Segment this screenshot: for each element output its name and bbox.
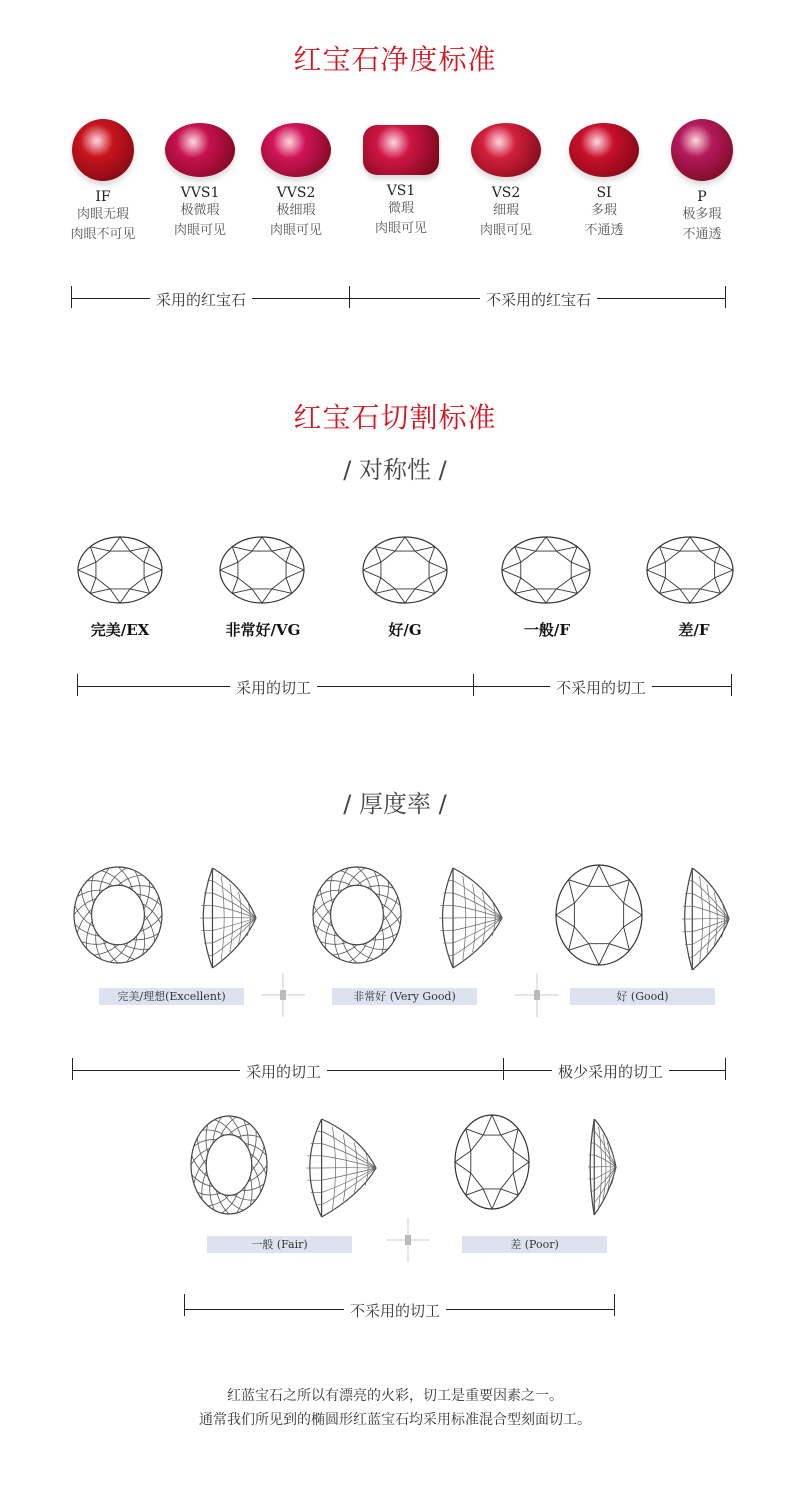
clarity-desc-2: 肉眼可见: [173, 223, 226, 238]
gem-side-view-diagram: [296, 1117, 380, 1219]
bar-tick: [725, 1058, 726, 1080]
oval-top-view-diagram: [189, 1114, 269, 1216]
oval-top-view-diagram: [453, 1113, 531, 1211]
cutting-title: 红宝石切割标准: [293, 401, 497, 434]
clarity-desc-2: 肉眼可见: [374, 221, 427, 236]
clarity-grade: VVS2: [276, 185, 316, 201]
depth-subtitle: / 厚度率 /: [343, 790, 447, 818]
oval-top-view-diagram: [311, 865, 403, 965]
bar-tick: [77, 674, 78, 696]
symmetry-grade-f: 一般/F: [523, 621, 571, 639]
clarity-desc-2: 肉眼不可见: [70, 227, 136, 242]
symmetry-grade-vg: 非常好/VG: [225, 621, 301, 639]
gem-item: [251, 118, 341, 241]
depth-tag-fair: 一般 (Fair): [207, 1236, 352, 1253]
clarity-desc-1: 微瑕: [387, 201, 414, 216]
oval-top-view-diagram: [72, 865, 164, 965]
clarity-not-used-label: 不采用的红宝石: [480, 289, 597, 310]
depth-rarely-used-label: 极少采用的切工: [552, 1061, 669, 1082]
gem-side-view-diagram: [675, 866, 733, 972]
symmetry-grade-ex: 完美/EX: [90, 621, 150, 639]
gem-item: [155, 118, 245, 241]
bar-tick: [725, 286, 726, 308]
gem-side-view-diagram: [584, 1117, 620, 1217]
oval-facet-diagram: [76, 535, 164, 605]
oval-facet-diagram: [500, 535, 592, 605]
bar-tick: [731, 674, 732, 696]
ruby-gem-image: [165, 123, 235, 177]
footer-line-2: 通常我们所见到的椭圆形红蓝宝石均采用标准混合型刻面切工。: [199, 1412, 591, 1428]
oval-facet-diagram: [645, 535, 735, 605]
depth-tag-poor: 差 (Poor): [462, 1236, 607, 1253]
clarity-desc-2: 不通透: [584, 223, 624, 238]
ruby-gem-image: [671, 119, 733, 181]
gem-item: [58, 118, 148, 245]
bar-tick: [503, 1058, 504, 1080]
clarity-desc-1: 细瑕: [492, 203, 519, 218]
clarity-desc-1: 极微瑕: [180, 203, 220, 218]
depth-tag-very-good: 非常好 (Very Good): [332, 988, 477, 1005]
oval-facet-diagram: [361, 535, 449, 605]
oval-facet-diagram: [218, 535, 306, 605]
clarity-desc-1: 极多瑕: [682, 207, 722, 222]
symmetry-used-label: 采用的切工: [230, 677, 317, 698]
separator-cross-icon: [261, 973, 305, 1017]
gem-side-view-diagram: [192, 866, 260, 970]
bar-tick: [473, 674, 474, 696]
ruby-gem-image: [261, 123, 331, 177]
clarity-desc-2: 肉眼可见: [479, 223, 532, 238]
clarity-used-label: 采用的红宝石: [150, 289, 252, 310]
bar-tick: [71, 286, 72, 308]
clarity-desc-1: 多瑕: [590, 203, 617, 218]
clarity-grade: VS2: [491, 185, 521, 201]
gem-item: [356, 118, 446, 239]
gem-side-view-diagram: [430, 866, 506, 970]
clarity-grade: VVS1: [180, 185, 220, 201]
symmetry-subtitle: / 对称性 /: [343, 456, 447, 484]
gem-item: [461, 118, 551, 241]
oval-top-view-diagram: [554, 863, 644, 967]
clarity-grade: SI: [596, 185, 612, 201]
separator-cross-icon: [515, 973, 559, 1017]
depth-tag-excellent: 完美/理想(Excellent): [99, 988, 244, 1005]
ruby-gem-image: [72, 119, 134, 181]
bar-tick: [349, 286, 350, 308]
gem-item: [657, 118, 747, 245]
clarity-desc-2: 不通透: [682, 227, 722, 242]
ruby-gem-image: [471, 123, 541, 177]
depth-not-used-label: 不采用的切工: [344, 1300, 446, 1321]
depth-tag-good: 好 (Good): [570, 988, 715, 1005]
separator-cross-icon: [386, 1218, 430, 1262]
clarity-title: 红宝石净度标准: [293, 43, 497, 76]
ruby-gem-image: [363, 125, 439, 175]
footer-line-1: 红蓝宝石之所以有漂亮的火彩，切工是重要因素之一。: [227, 1388, 563, 1404]
clarity-desc-1: 极细瑕: [276, 203, 316, 218]
clarity-desc-1: 肉眼无瑕: [76, 207, 129, 222]
symmetry-not-used-label: 不采用的切工: [550, 677, 652, 698]
clarity-grade: VS1: [386, 183, 416, 199]
bar-tick: [72, 1058, 73, 1080]
gem-item: [559, 118, 649, 241]
clarity-grade: P: [697, 189, 707, 205]
ruby-gem-image: [569, 123, 639, 177]
bar-tick: [184, 1294, 185, 1316]
clarity-grade: IF: [95, 189, 111, 205]
clarity-desc-2: 肉眼可见: [269, 223, 322, 238]
symmetry-grade-g: 好/G: [388, 621, 422, 639]
depth-used-label: 采用的切工: [240, 1061, 327, 1082]
bar-tick: [614, 1294, 615, 1316]
symmetry-grade-poor: 差/F: [678, 621, 710, 639]
